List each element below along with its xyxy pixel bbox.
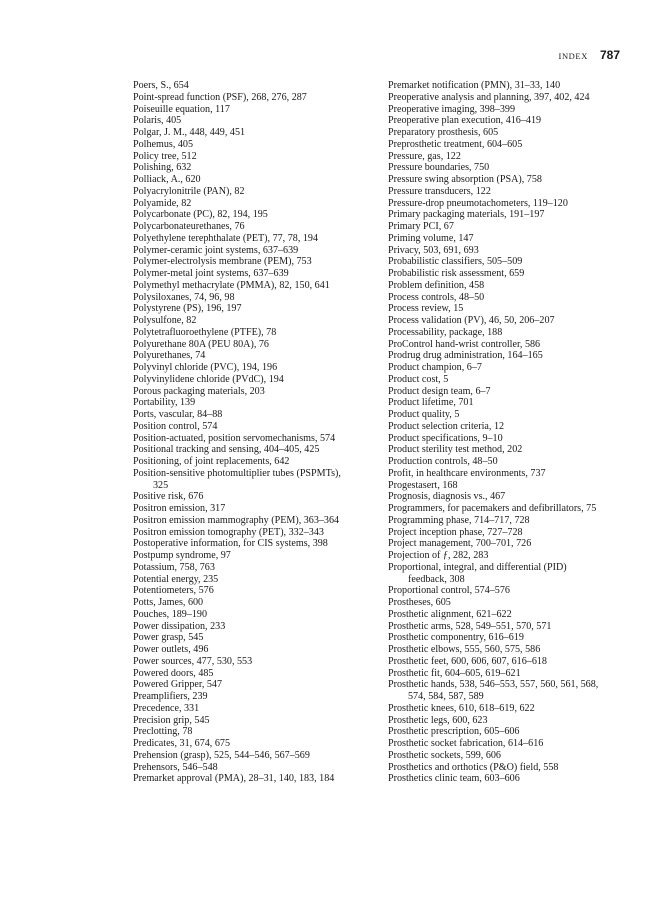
index-entry: Polaris, 405 [133, 115, 182, 127]
index-entry: Prodrug drug administration, 164–165 [388, 350, 543, 362]
index-entry: Privacy, 503, 691, 693 [388, 244, 479, 256]
index-entry: Probabilistic risk assessment, 659 [388, 268, 525, 279]
index-entry: Premarket notification (PMN), 31–33, 140 [388, 80, 561, 91]
index-entry: Pouches, 189–190 [133, 608, 208, 620]
index-entry: Policy tree, 512 [133, 150, 197, 162]
index-entry: Product selection criteria, 12 [388, 420, 505, 432]
index-entry: Potassium, 758, 763 [133, 561, 215, 573]
index-entry: Positional tracking and sensing, 404–405, 425 [133, 444, 320, 456]
index-entry: Polyethylene terephthalate (PET), 77, 78, 194 [133, 232, 319, 244]
index-entry: Pressure transducers, 122 [388, 185, 491, 197]
index-entry: Primary packaging materials, 191–197 [388, 209, 545, 221]
index-entry: Position-sensitive photomultiplier tubes (PSPMTs), 325 [133, 467, 341, 491]
index-entry: Production controls, 48–50 [388, 456, 498, 467]
index-entry: Probabilistic classifiers, 505–509 [388, 256, 523, 268]
index-entry: Polyvinyl chloride (PVC), 194, 196 [133, 362, 278, 373]
index-entry: Position control, 574 [133, 420, 218, 432]
index-entry: Prosthetic alignment, 621–622 [388, 608, 512, 620]
index-entry: Product design team, 6–7 [388, 385, 491, 397]
index-entry: Polyacrylonitrile (PAN), 82 [133, 185, 245, 197]
index-entry: Positron emission tomography (PET), 332–343 [133, 526, 324, 538]
index-entry: Prostheses, 605 [388, 597, 451, 608]
index-entry: Prosthetic legs, 600, 623 [388, 714, 488, 726]
index-entry: Prosthetic fit, 604–605, 619–621 [388, 667, 521, 679]
index-entry: Poiseuille equation, 117 [133, 103, 230, 115]
index-entry: Polyurethanes, 74 [133, 350, 206, 362]
index-entry: Polytetrafluoroethylene (PTFE), 78 [133, 326, 277, 338]
index-entry: Prehensors, 546–548 [133, 761, 218, 773]
index-entry: Project management, 700–701, 726 [388, 538, 532, 550]
index-entry: Product lifetime, 701 [388, 397, 474, 409]
index-entry: Prosthetic socket fabrication, 614–616 [388, 738, 544, 749]
index-column-left [133, 80, 368, 785]
index-entry: ProControl hand-wrist controller, 586 [388, 338, 541, 350]
index-entry: Postpump syndrome, 97 [133, 550, 231, 561]
index-entry: Prosthetic arms, 528, 549–551, 570, 571 [388, 620, 552, 632]
index-entry: Processability, package, 188 [388, 326, 503, 338]
index-entry: Preparatory prosthesis, 605 [388, 127, 499, 138]
index-entry: Ports, vascular, 84–88 [133, 409, 223, 420]
index-entry: Poers, S., 654 [133, 80, 189, 91]
index-entry: Polysiloxanes, 74, 96, 98 [133, 291, 235, 303]
index-entry: Primary PCI, 67 [388, 221, 454, 232]
index-entry: Prognosis, diagnosis vs., 467 [388, 491, 506, 503]
index-entry: Project inception phase, 727–728 [388, 526, 523, 538]
index-entry: Positive risk, 676 [133, 491, 204, 503]
index-entry: Profit, in healthcare environments, 737 [388, 467, 546, 479]
index-entry: Preoperative analysis and planning, 397, 402, 424 [388, 91, 590, 103]
index-entry: Prosthetics clinic team, 603–606 [388, 773, 520, 785]
index-entry: Product champion, 6–7 [388, 362, 482, 373]
index-entry: Pressure boundaries, 750 [388, 162, 490, 174]
index-entry: Pressure, gas, 122 [388, 150, 461, 162]
index-entry: Point-spread function (PSF), 268, 276, 287 [133, 91, 307, 103]
index-entry: Positioning, of joint replacements, 642 [133, 456, 290, 467]
index-entry: Prosthetics and orthotics (P&O) field, 558 [388, 761, 559, 773]
index-entry: Powered Gripper, 547 [133, 679, 223, 691]
index-entry: Predicates, 31, 674, 675 [133, 738, 230, 749]
index-entry: Precedence, 331 [133, 702, 200, 714]
index-entry: Polliack, A., 620 [133, 174, 201, 185]
index-entry: Prosthetic hands, 538, 546–553, 557, 560, 561, 568, 574, 584, 587, 589 [388, 679, 599, 702]
index-column-right [388, 80, 626, 785]
index-entry: Prosthetic componentry, 616–619 [388, 632, 524, 644]
index-entry: Polycarbonateurethanes, 76 [133, 221, 245, 232]
index-entry: Positron emission, 317 [133, 503, 226, 514]
index-entry: Proportional control, 574–576 [388, 585, 510, 597]
index-entry: Priming volume, 147 [388, 232, 474, 244]
index-entry: Prosthetic prescription, 605–606 [388, 726, 520, 738]
index-entry: Prosthetic elbows, 555, 560, 575, 586 [388, 644, 541, 655]
index-entry: Power outlets, 496 [133, 644, 209, 655]
index-entry: Polyurethane 80A (PEU 80A), 76 [133, 338, 269, 350]
index-entry: Polymethyl methacrylate (PMMA), 82, 150, 641 [133, 279, 330, 291]
index-entry: Problem definition, 458 [388, 279, 485, 291]
index-entry: Postoperative information, for CIS systems, 398 [133, 538, 328, 550]
index-entry: Preamplifiers, 239 [133, 691, 208, 702]
index-entry: Polystyrene (PS), 196, 197 [133, 303, 242, 315]
index-entry: Portability, 139 [133, 397, 196, 409]
index-entry: Premarket approval (PMA), 28–31, 140, 183, 184 [133, 773, 335, 785]
index-entry: Powered doors, 485 [133, 667, 214, 679]
index-entry: Preprosthetic treatment, 604–605 [388, 138, 523, 150]
index-entry: Potentiometers, 576 [133, 585, 214, 597]
index-entry: Potts, James, 600 [133, 597, 204, 608]
index-entry: Proportional, integral, and differential (PID) feedback, 308 [388, 561, 567, 585]
running-header-section: INDEX [558, 51, 588, 61]
index-entry: Progestasert, 168 [388, 479, 458, 491]
index-entry: Process controls, 48–50 [388, 291, 485, 303]
index-entry: Prosthetic knees, 610, 618–619, 622 [388, 702, 535, 714]
index-entry: Projection of ƒ, 282, 283 [388, 550, 489, 561]
index-entry: Pressure swing absorption (PSA), 758 [388, 174, 542, 185]
index-entry: Product specifications, 9–10 [388, 432, 503, 444]
index-entry: Process validation (PV), 46, 50, 206–207 [388, 315, 555, 326]
index-entry: Potential energy, 235 [133, 573, 219, 585]
index-entry: Prehension (grasp), 525, 544–546, 567–569 [133, 749, 310, 761]
index-entry: Process review, 15 [388, 303, 464, 315]
index-entry: Preclotting, 78 [133, 726, 193, 738]
index-entry: Product quality, 5 [388, 409, 460, 420]
index-entry: Prosthetic sockets, 599, 606 [388, 749, 501, 761]
index-entry: Polymer-electrolysis membrane (PEM), 753 [133, 256, 312, 268]
index-entry: Position-actuated, position servomechanisms, 574 [133, 432, 336, 444]
index-entry: Product cost, 5 [388, 373, 449, 385]
index-entry: Pressure-drop pneumotachometers, 119–120 [388, 197, 568, 209]
index-entry: Power dissipation, 233 [133, 620, 226, 632]
index-entry: Precision grip, 545 [133, 714, 210, 726]
index-entry: Porous packaging materials, 203 [133, 385, 265, 397]
index-entry: Preoperative imaging, 398–399 [388, 103, 515, 115]
index-entry: Polishing, 632 [133, 162, 192, 174]
index-entry: Preoperative plan execution, 416–419 [388, 115, 542, 127]
index-entry: Polymer-ceramic joint systems, 637–639 [133, 244, 299, 256]
index-entry: Product sterility test method, 202 [388, 444, 523, 456]
index-entry: Programmers, for pacemakers and defibrillators, 75 [388, 503, 597, 514]
index-entry: Polyamide, 82 [133, 197, 192, 209]
index-entry: Positron emission mammography (PEM), 363–364 [133, 514, 340, 526]
index-entry: Polyvinylidene chloride (PVdC), 194 [133, 373, 284, 385]
index-entry: Programming phase, 714–717, 728 [388, 514, 530, 526]
running-header [559, 48, 620, 62]
index-entry: Polgar, J. M., 448, 449, 451 [133, 127, 246, 138]
index-entry: Polhemus, 405 [133, 138, 194, 150]
index-entry: Power grasp, 545 [133, 632, 204, 644]
index-entry: Power sources, 477, 530, 553 [133, 655, 253, 667]
index-entry: Polysulfone, 82 [133, 315, 197, 326]
index-entry: Prosthetic feet, 600, 606, 607, 616–618 [388, 655, 547, 667]
index-entry: Polycarbonate (PC), 82, 194, 195 [133, 209, 268, 221]
page-number: 787 [599, 48, 620, 62]
index-entry: Polymer-metal joint systems, 637–639 [133, 268, 289, 279]
